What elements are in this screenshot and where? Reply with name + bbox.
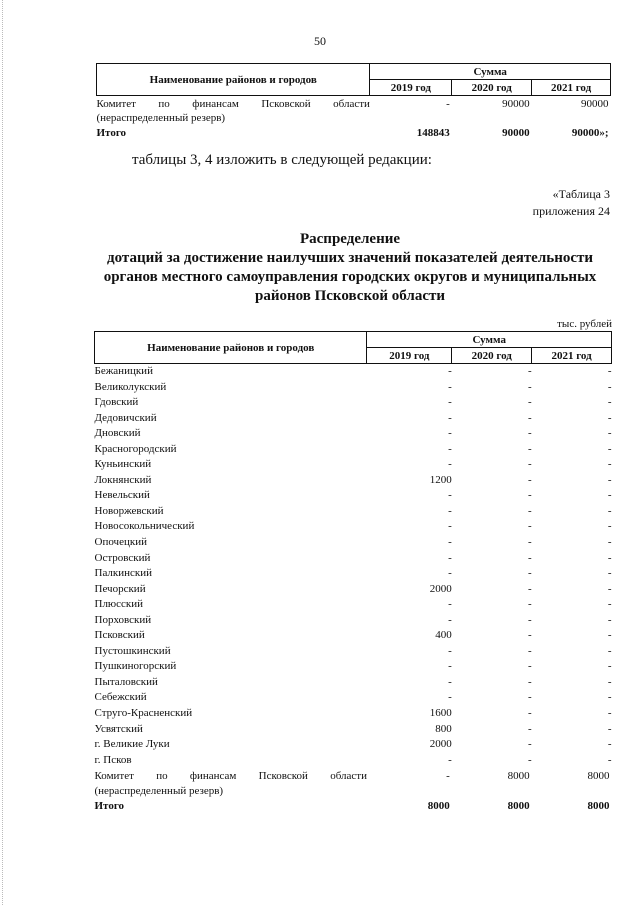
table-row <box>95 644 612 660</box>
table-row <box>95 411 612 427</box>
title-line3: органов местного самоуправления городских округов и муниципальных <box>103 269 597 285</box>
value-2021: - <box>607 598 612 611</box>
table-row <box>95 395 612 411</box>
table1-total-label: Итого <box>96 127 127 139</box>
value-2020: - <box>527 489 532 502</box>
value-2020: - <box>527 707 532 720</box>
value-2020: - <box>527 644 532 657</box>
value-2020: - <box>527 536 532 549</box>
value-2021: - <box>607 613 612 626</box>
value-2021: - <box>607 738 612 751</box>
value-2019: - <box>448 644 452 657</box>
value-2019: - <box>448 613 452 626</box>
value-2020: - <box>527 504 532 517</box>
value-2019: - <box>448 427 452 440</box>
table2-committee-2019: - <box>446 770 450 783</box>
table-row <box>95 504 612 520</box>
table2-total-2021: 8000 <box>587 800 610 813</box>
table-row <box>95 675 612 691</box>
table2-total-label: Итого <box>94 800 125 813</box>
value-2020: - <box>527 442 532 455</box>
table-row <box>95 488 612 504</box>
district-name: Плюсский <box>94 598 144 611</box>
district-name: Новоржевский <box>94 504 164 517</box>
district-name: Печорский <box>94 582 146 595</box>
value-2021: - <box>607 675 612 688</box>
value-2019: - <box>448 442 452 455</box>
table1-total-2019: 148843 <box>416 127 450 139</box>
table-row <box>95 566 612 582</box>
table2-committee-name <box>95 768 367 799</box>
table2-year-2019: 2019 год <box>367 348 452 364</box>
value-2020: - <box>527 722 532 735</box>
value-2021: - <box>607 567 612 580</box>
value-2020: - <box>527 660 532 673</box>
table-reference-line2: приложения 24 <box>532 204 610 218</box>
value-2020: - <box>527 629 532 642</box>
table1-committee-2020: 90000 <box>502 98 530 110</box>
table1-committee-line2: (нераспределенный резерв) <box>96 112 226 124</box>
value-2020: - <box>527 551 532 564</box>
district-name: Дновский <box>94 427 141 440</box>
table2-total-2019: 8000 <box>427 800 450 813</box>
table-row <box>95 380 612 396</box>
value-2019: - <box>448 489 452 502</box>
table2-body <box>95 364 612 769</box>
table1-year-2020: 2020 год <box>452 80 532 96</box>
table1-col-name: Наименование районов и городов <box>97 64 370 96</box>
value-2020: - <box>527 380 532 393</box>
table2-committee-line2: (нераспределенный резерв) <box>94 785 224 798</box>
district-name: Пушкиногорский <box>94 660 177 673</box>
table1-year-2019: 2019 год <box>370 80 452 96</box>
district-name: Гдовский <box>94 396 139 409</box>
table-row <box>95 628 612 644</box>
value-2021: - <box>607 551 612 564</box>
table-row <box>95 690 612 706</box>
value-2021: - <box>607 473 612 486</box>
value-2021: - <box>607 489 612 502</box>
value-2021: - <box>607 411 612 424</box>
value-2019: - <box>448 660 452 673</box>
table-2 <box>94 331 612 815</box>
district-name: Себежский <box>94 691 147 704</box>
value-2021: - <box>607 427 612 440</box>
scan-edge <box>2 0 3 905</box>
unit-label: тыс. рублей <box>557 318 612 330</box>
value-2020: - <box>527 598 532 611</box>
value-2021: - <box>607 707 612 720</box>
district-name: г. Псков <box>94 753 132 766</box>
value-2021: - <box>607 365 612 377</box>
value-2019: - <box>448 567 452 580</box>
value-2019: - <box>448 536 452 549</box>
district-name: Опочецкий <box>94 536 147 549</box>
value-2019: - <box>448 396 452 409</box>
table1-committee-2021: 90000 <box>581 98 609 110</box>
district-name: Великолукский <box>94 380 167 393</box>
value-2021: - <box>607 520 612 533</box>
value-2019: - <box>448 753 452 766</box>
table-row <box>95 597 612 613</box>
district-name: Усвятский <box>94 722 143 735</box>
table1-committee-name <box>97 96 370 126</box>
value-2021: - <box>607 722 612 735</box>
value-2021: - <box>607 380 612 393</box>
document-title <box>60 230 640 306</box>
district-name: Палкинский <box>94 567 153 580</box>
value-2020: - <box>527 691 532 704</box>
district-name: Дедовичский <box>94 411 157 424</box>
district-name: г. Великие Луки <box>94 738 170 751</box>
value-2019: - <box>448 504 452 517</box>
value-2019: - <box>448 598 452 611</box>
district-name: Островский <box>94 551 151 564</box>
table-row <box>95 364 612 380</box>
district-name: Пустошкинский <box>94 644 171 657</box>
table-row <box>95 535 612 551</box>
value-2019: - <box>448 411 452 424</box>
value-2021: - <box>607 536 612 549</box>
value-2020: - <box>527 411 532 424</box>
table1-committee-2019: - <box>446 98 450 110</box>
value-2020: - <box>527 396 532 409</box>
table-row <box>95 722 612 738</box>
district-name: Красногородский <box>94 442 177 455</box>
title-line1: Распределение <box>299 231 401 247</box>
table2-col-name: Наименование районов и городов <box>95 332 367 364</box>
district-name: Бежаницкий <box>94 365 153 377</box>
value-2020: - <box>527 520 532 533</box>
value-2020: - <box>527 458 532 471</box>
table1-committee-line1: Комитет по финансам Псковской области <box>96 98 370 110</box>
value-2019: 400 <box>435 629 452 642</box>
value-2021: - <box>607 458 612 471</box>
table-row <box>95 706 612 722</box>
table-row <box>95 659 612 675</box>
district-name: Пыталовский <box>94 675 158 688</box>
table-row <box>95 613 612 629</box>
table2-year-2021: 2021 год <box>532 348 612 364</box>
value-2020: - <box>527 365 532 377</box>
table-row <box>95 582 612 598</box>
value-2019: 2000 <box>429 738 452 751</box>
table2-total-2020: 8000 <box>507 800 530 813</box>
value-2021: - <box>607 582 612 595</box>
table-row <box>95 519 612 535</box>
value-2019: - <box>448 675 452 688</box>
value-2021: - <box>607 504 612 517</box>
value-2021: - <box>607 644 612 657</box>
table-row <box>95 457 612 473</box>
district-name: Струго-Красненский <box>94 707 193 720</box>
value-2020: - <box>527 427 532 440</box>
value-2021: - <box>607 629 612 642</box>
table2-committee-line1: Комитет по финансам Псковской области <box>94 770 367 783</box>
value-2020: - <box>527 675 532 688</box>
value-2019: - <box>448 520 452 533</box>
table-row <box>95 473 612 489</box>
value-2021: - <box>607 691 612 704</box>
value-2019: - <box>448 551 452 564</box>
page-number: 50 <box>314 34 326 48</box>
value-2019: 800 <box>435 722 452 735</box>
table1-col-sum: Сумма <box>370 64 611 80</box>
district-name: Невельский <box>94 489 150 502</box>
table-reference <box>533 186 610 220</box>
value-2021: - <box>607 442 612 455</box>
intro-text: таблицы 3, 4 изложить в следующей редакции: <box>132 152 432 168</box>
value-2020: - <box>527 567 532 580</box>
table-row <box>95 426 612 442</box>
value-2020: - <box>527 473 532 486</box>
table2-committee-2021: 8000 <box>587 770 610 783</box>
value-2019: - <box>448 458 452 471</box>
table2-col-sum: Сумма <box>367 332 612 348</box>
table2-committee-2020: 8000 <box>507 770 530 783</box>
value-2021: - <box>607 660 612 673</box>
value-2021: - <box>607 753 612 766</box>
value-2020: - <box>527 753 532 766</box>
value-2019: 1600 <box>429 707 452 720</box>
table-row <box>95 737 612 753</box>
table2-year-2020: 2020 год <box>452 348 532 364</box>
table1-year-2021: 2021 год <box>532 80 611 96</box>
value-2019: 1200 <box>429 473 452 486</box>
value-2019: - <box>448 691 452 704</box>
table-reference-line1: «Таблица 3 <box>552 187 610 201</box>
table-row <box>95 551 612 567</box>
value-2020: - <box>527 738 532 751</box>
district-name: Порховский <box>94 613 152 626</box>
district-name: Локнянский <box>94 473 152 486</box>
table1-total-2021: 90000»; <box>571 127 609 139</box>
value-2019: - <box>448 365 452 377</box>
table-row <box>95 442 612 458</box>
table1-total-2020: 90000 <box>502 127 530 139</box>
title-line2: дотаций за достижение наилучших значений показателей деятельности <box>107 250 593 266</box>
title-line4: районов Псковской области <box>255 288 445 304</box>
value-2021: - <box>607 396 612 409</box>
district-name: Куньинский <box>94 458 152 471</box>
value-2020: - <box>527 613 532 626</box>
value-2020: - <box>527 582 532 595</box>
table-row <box>95 753 612 769</box>
district-name: Псковский <box>94 629 145 642</box>
table-1 <box>96 63 611 141</box>
value-2019: - <box>448 380 452 393</box>
district-name: Новосокольнический <box>94 520 195 533</box>
value-2019: 2000 <box>429 582 452 595</box>
